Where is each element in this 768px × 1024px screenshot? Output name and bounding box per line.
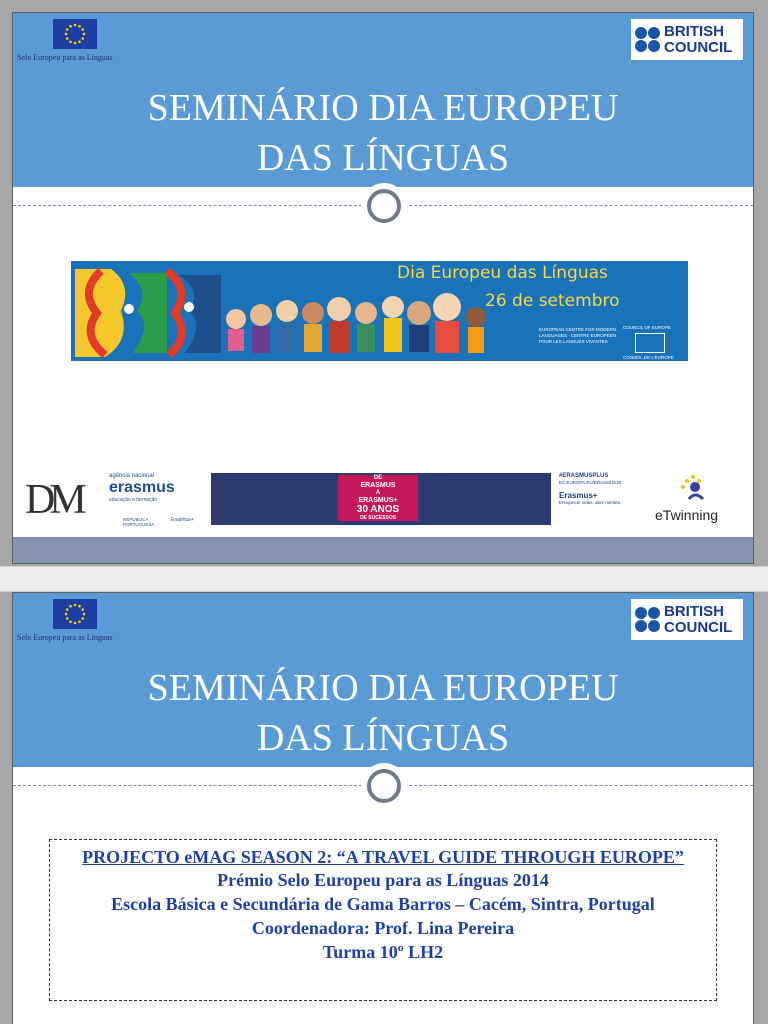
coe-label-top: COUNCIL OF EUROPE xyxy=(623,325,671,330)
badge-text-5: 30 ANOS xyxy=(356,504,400,515)
slide-footer-bar xyxy=(13,537,753,563)
erasmus-hashtag: #ERASMUSPLUS xyxy=(559,473,609,479)
british-council-word-1: BRITISH xyxy=(664,603,724,620)
eu-label-caption: Selo Europeu para as Línguas xyxy=(17,53,113,62)
title-banner xyxy=(13,593,753,767)
agencia-nacional-erasmus-logo xyxy=(109,473,211,529)
etwinning-label: eTwinning xyxy=(655,507,719,523)
title-line-2: DAS LÍNGUAS xyxy=(256,137,510,179)
project-class: Turma 10º LH2 xyxy=(322,942,444,962)
agency-sub: educação e formação xyxy=(109,497,158,503)
title-line-2: DAS LÍNGUAS xyxy=(256,717,510,759)
circle-ornament-icon xyxy=(361,763,407,809)
project-info-box xyxy=(49,839,717,1001)
british-council-dots-icon xyxy=(635,27,661,53)
erasmus-30-strip xyxy=(211,473,551,525)
badge-text-1: DE xyxy=(373,475,383,481)
etwinning-logo xyxy=(655,473,745,525)
slide-gap xyxy=(0,566,768,592)
erasmus-30-badge xyxy=(338,475,418,521)
slide-title xyxy=(13,83,753,183)
erasmus-plus-logo xyxy=(559,473,639,525)
erasmus-plus-wordmark: Erasmus+ xyxy=(559,491,598,500)
british-council-word-1: BRITISH xyxy=(664,23,724,40)
banner-heading: Dia Europeu das Línguas xyxy=(397,263,608,283)
badge-text-4: ERASMUS+ xyxy=(358,497,398,504)
etwinning-stars-icon xyxy=(677,473,707,503)
slide-2 xyxy=(12,592,754,1024)
school-dm-logo: DM xyxy=(25,477,81,523)
project-school: Escola Básica e Secundária de Gama Barros – Cacém, Sintra, Portugal xyxy=(111,894,655,914)
partner-logos-row xyxy=(13,471,753,531)
agency-line: agência nacional xyxy=(109,473,155,479)
agency-erasmus-plus: Erasmus+ xyxy=(171,517,194,523)
agency-name: erasmus xyxy=(109,479,175,496)
erasmus-tagline: Enriquecer vidas, abrir mentes. xyxy=(559,500,622,505)
eu-flag-icon xyxy=(53,599,97,629)
banner-date: 26 de setembro xyxy=(485,291,620,311)
badge-text-2: ERASMUS xyxy=(360,482,396,489)
title-line-1: SEMINÁRIO DIA EUROPEU xyxy=(147,667,619,709)
slide-1 xyxy=(12,12,754,564)
council-of-europe-logo xyxy=(623,325,683,361)
project-coordinator: Coordenadora: Prof. Lina Pereira xyxy=(251,918,515,938)
eu-label-caption: Selo Europeu para as Línguas xyxy=(17,633,113,642)
coe-emblem-icon xyxy=(635,333,665,353)
british-council-logo xyxy=(631,19,743,60)
republica-portuguesa: REPÚBLICA PORTUGUESA xyxy=(123,517,155,527)
title-banner xyxy=(13,13,753,187)
badge-text-6: DE SUCESSOS xyxy=(359,515,397,521)
badge-text-3: A xyxy=(375,490,381,496)
british-council-word-2: COUNCIL xyxy=(664,619,733,636)
eu-flag-icon xyxy=(53,19,97,49)
circle-ornament-icon xyxy=(361,183,407,229)
erasmus-url: EC.EUROPA.EU/ERASMUS30 xyxy=(559,480,622,485)
project-title: PROJECTO eMAG SEASON 2: “A TRAVEL GUIDE THROUGH EUROPE” xyxy=(82,847,684,867)
british-council-dots-icon xyxy=(635,607,661,633)
ecml-logo-text: EUROPEAN CENTRE FOR MODERN LANGUAGES · CENTRE EUROPÉEN POUR LES LANGUES VIVANTES xyxy=(539,327,617,344)
british-council-word-2: COUNCIL xyxy=(664,39,733,56)
slide-title xyxy=(13,663,753,763)
european-day-banner xyxy=(71,261,688,361)
coe-label-bottom: CONSEIL DE L'EUROPE xyxy=(623,355,674,360)
project-award: Prémio Selo Europeu para as Línguas 2014 xyxy=(217,870,549,890)
title-line-1: SEMINÁRIO DIA EUROPEU xyxy=(147,87,619,129)
british-council-logo xyxy=(631,599,743,640)
